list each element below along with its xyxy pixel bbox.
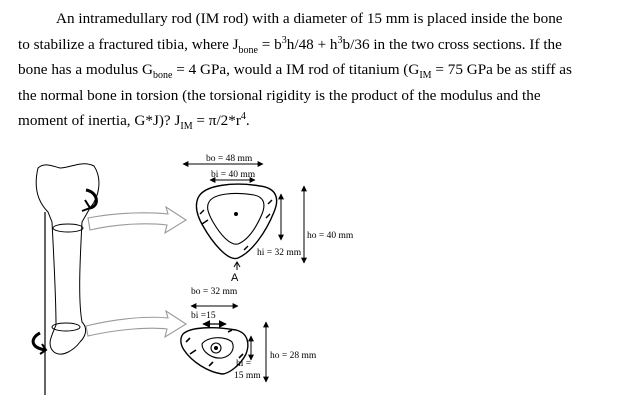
problem-line-4: the normal bone in torsion (the torsional rigidity is the product of the modulus and the (18, 86, 541, 104)
problem-line-3: bone has a modulus $G_{bone} = 4$ GPa, would a IM rod of titanium ($G_{IM} = 75$ GPa be as stiff as (18, 61, 572, 82)
marker-A: A (231, 272, 239, 284)
ho-bottom-label: ho = 28 mm (270, 351, 317, 361)
lower-cut-ellipse (52, 323, 80, 331)
tibia-bone-drawing (33, 164, 99, 395)
bo-top-label: bo = 48 mm (206, 154, 253, 164)
problem-line-5: moment of inertia, G*J)? $J_{IM} = \pi/2*r^4$. (18, 110, 250, 133)
problem-line-1: An intramedullary rod (IM rod) with a diameter of 15 mm is placed inside the bone (56, 10, 563, 27)
ho-top-label: ho = 40 mm (307, 231, 354, 241)
hi-top-label: hi = 32 mm (257, 248, 302, 258)
hi-bottom-label-1: hi = (236, 359, 252, 369)
bo-bottom-label: bo = 32 mm (191, 287, 238, 297)
hollow-arrow-lower (86, 311, 186, 337)
hi-bottom-label-2: 15 mm (234, 371, 261, 381)
bi-bottom-label: bi =15 (191, 311, 216, 321)
top-cross-section (183, 154, 354, 284)
upper-cut-ellipse (53, 224, 83, 232)
hollow-arrow-upper (88, 207, 186, 233)
problem-line-2: to stabilize a fractured tibia, where $J_{bone} = b^3h/48 + h^3b/36$ in the two cross sections. If the (18, 34, 562, 56)
bi-top-label: bi = 40 mm (211, 170, 256, 180)
bottom-cross-section (181, 287, 317, 382)
